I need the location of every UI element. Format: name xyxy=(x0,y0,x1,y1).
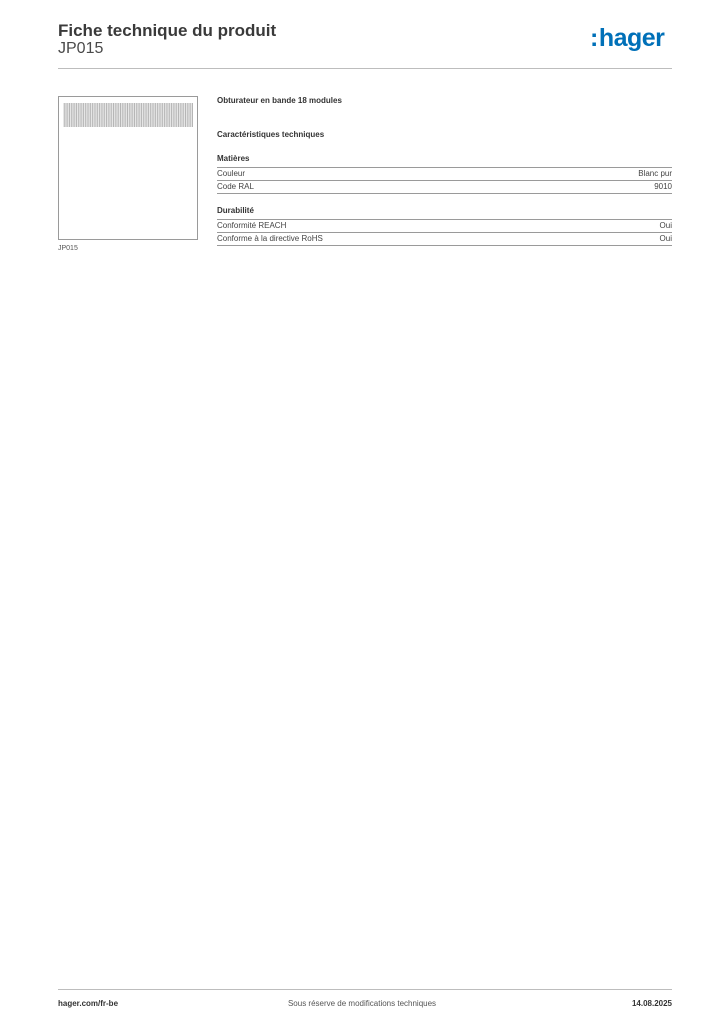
strip-rib xyxy=(101,103,102,127)
spec-value: Oui xyxy=(659,234,672,243)
spec-label: Couleur xyxy=(217,169,246,178)
image-caption: JP015 xyxy=(58,245,78,252)
strip-rib xyxy=(67,103,68,127)
strip-rib xyxy=(146,103,147,127)
strip-rib xyxy=(132,103,133,127)
strip-rib xyxy=(136,103,137,127)
spec-panel xyxy=(217,96,672,246)
strip-rib xyxy=(157,103,158,127)
blanking-strip-illustration xyxy=(63,103,193,127)
strip-rib xyxy=(92,103,93,127)
footer-date: 14.08.2025 xyxy=(631,999,672,1008)
strip-rib xyxy=(64,103,65,127)
section-title: Caractéristiques techniques xyxy=(217,130,325,139)
spec-row-rohs xyxy=(217,233,672,246)
strip-rib xyxy=(71,103,72,127)
strip-rib xyxy=(94,103,95,127)
strip-rib xyxy=(141,103,142,127)
hager-logo: :hager xyxy=(590,24,665,52)
strip-rib xyxy=(120,103,121,127)
strip-rib xyxy=(169,103,170,127)
strip-rib xyxy=(74,103,75,127)
product-name: Obturateur en bande 18 modules xyxy=(217,96,342,105)
spec-label: Code RAL xyxy=(217,182,254,191)
strip-rib xyxy=(127,103,128,127)
strip-rib xyxy=(113,103,114,127)
strip-rib xyxy=(185,103,186,127)
strip-rib xyxy=(115,103,116,127)
strip-rib xyxy=(78,103,79,127)
product-code: JP015 xyxy=(58,40,104,57)
group-title-materials: Matières xyxy=(217,154,672,168)
strip-rib xyxy=(106,103,107,127)
strip-rib xyxy=(150,103,151,127)
strip-rib xyxy=(81,103,82,127)
strip-rib xyxy=(111,103,112,127)
strip-rib xyxy=(148,103,149,127)
strip-rib xyxy=(180,103,181,127)
header-divider xyxy=(58,68,672,69)
strip-rib xyxy=(162,103,163,127)
footer-notice: Sous réserve de modifications techniques xyxy=(287,999,437,1008)
strip-rib xyxy=(69,103,70,127)
strip-rib xyxy=(83,103,84,127)
strip-rib xyxy=(187,103,188,127)
strip-rib xyxy=(97,103,98,127)
strip-rib xyxy=(129,103,130,127)
strip-rib xyxy=(166,103,167,127)
strip-rib xyxy=(87,103,88,127)
footer-divider xyxy=(58,989,672,990)
strip-rib xyxy=(143,103,144,127)
footer-website[interactable]: hager.com/fr-be xyxy=(58,999,119,1008)
strip-rib xyxy=(155,103,156,127)
strip-rib xyxy=(176,103,177,127)
spec-row-reach xyxy=(217,220,672,233)
strip-rib xyxy=(90,103,91,127)
spec-row-colour xyxy=(217,168,672,181)
strip-rib xyxy=(173,103,174,127)
strip-rib xyxy=(104,103,105,127)
strip-rib xyxy=(183,103,184,127)
strip-rib xyxy=(139,103,140,127)
group-title-durability: Durabilité xyxy=(217,206,672,220)
spec-value: 9010 xyxy=(654,182,672,191)
strip-rib xyxy=(152,103,153,127)
strip-rib xyxy=(159,103,160,127)
spec-label: Conforme à la directive RoHS xyxy=(217,234,323,243)
strip-rib xyxy=(118,103,119,127)
spec-label: Conformité REACH xyxy=(217,221,287,230)
spec-value: Oui xyxy=(659,221,672,230)
strip-rib xyxy=(134,103,135,127)
strip-rib xyxy=(178,103,179,127)
product-image xyxy=(58,96,198,240)
strip-rib xyxy=(85,103,86,127)
strip-rib xyxy=(108,103,109,127)
strip-rib xyxy=(122,103,123,127)
strip-rib xyxy=(99,103,100,127)
strip-rib xyxy=(125,103,126,127)
strip-rib xyxy=(192,103,193,127)
strip-rib xyxy=(171,103,172,127)
spec-value: Blanc pur xyxy=(638,169,672,178)
spec-row-ral-code xyxy=(217,181,672,194)
strip-rib xyxy=(164,103,165,127)
strip-rib xyxy=(190,103,191,127)
strip-rib xyxy=(76,103,77,127)
page-title: Fiche technique du produit xyxy=(58,21,277,40)
